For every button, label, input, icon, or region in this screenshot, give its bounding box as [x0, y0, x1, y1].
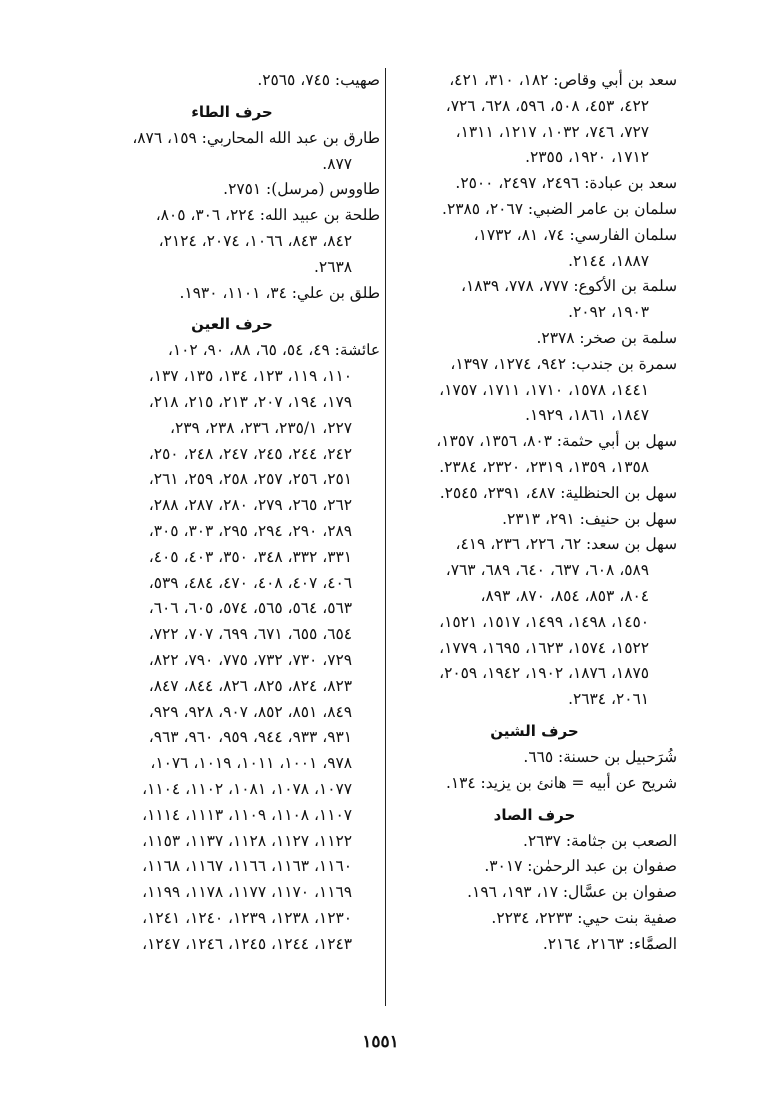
index-entry-continuation: ١٢٤٣، ١٢٤٤، ١٢٤٥، ١٢٤٦، ١٢٤٧، [142, 934, 352, 953]
index-entry-continuation: ١١٠٧، ١١٠٨، ١١٠٩، ١١١٣، ١١١٤، [142, 805, 352, 824]
index-entry-continuation: ١٩٠٣، ٢٠٩٢. [568, 303, 649, 322]
index-entry: طلحة بن عبيد الله: ٢٢٤، ٣٠٦، ٨٠٥، [155, 206, 380, 225]
index-entry-continuation: ٢٦٣٨. [314, 257, 352, 276]
index-entry: سهل بن أبي حثمة: ٨٠٣، ١٣٥٦، ١٣٥٧، [436, 432, 677, 451]
index-entry-continuation: ٥٨٩، ٦٠٨، ٦٣٧، ٦٤٠، ٦٨٩، ٧٦٣، [445, 561, 649, 580]
index-entry: طارق بن عبد الله المحاربي: ١٥٩، ٨٧٦، [132, 128, 380, 147]
index-entry-continuation: ٢٨٩، ٢٩٠، ٢٩٤، ٢٩٥، ٣٠٣، ٣٠٥، [148, 521, 352, 540]
section-heading: حرف الشين [490, 721, 579, 740]
index-entry-continuation: ١٥٢٢، ١٥٧٤، ١٦٢٣، ١٦٩٥، ١٧٧٩، [439, 638, 649, 657]
index-entry: صهيب: ٧٤٥، ٢٥٦٥. [257, 71, 380, 89]
index-entry-continuation: ١٨٨٧، ٢١٤٤. [568, 251, 649, 270]
index-entry-continuation: ٨٧٧. [322, 154, 352, 173]
index-entry-continuation: ٢٠٦١، ٢٦٣٤. [568, 690, 649, 709]
index-entry-continuation: ١٤٤١، ١٥٧٨، ١٧١٠، ١٧١١، ١٧٥٧، [439, 380, 649, 399]
index-entry-continuation: ٢٥١، ٢٥٦، ٢٥٧، ٢٥٨، ٢٥٩، ٢٦١، [148, 470, 352, 489]
index-entry-continuation: ٧٢٧، ٧٤٦، ١٠٣٢، ١٢١٧، ١٣١١، [455, 122, 649, 141]
index-entry-continuation: ١٨٧٥، ١٨٧٦، ١٩٠٢، ١٩٤٢، ٢٠٥٩، [439, 664, 649, 683]
index-entry: شُرَحبيل بن حسنة: ٦٦٥. [523, 747, 677, 766]
index-entry: سلمة بن الأكوع: ٧٧٧، ٧٧٨، ١٨٣٩، [461, 277, 677, 296]
index-entry-continuation: ٤٠٦، ٤٠٧، ٤٠٨، ٤٧٠، ٤٨٤، ٥٣٩، [148, 573, 352, 592]
index-entry-continuation: ٣٣١، ٣٣٢، ٣٤٨، ٣٥٠، ٤٠٣، ٤٠٥، [148, 547, 352, 566]
index-entry: سعد بن أبي وقاص: ١٨٢، ٣١٠، ٤٢١، [449, 71, 677, 89]
index-entry: صفوان بن عسَّال: ١٧، ١٩٣، ١٩٦. [467, 883, 677, 902]
index-entry-continuation: ٩٧٨، ١٠٠١، ١٠١١، ١٠١٩، ١٠٧٦، [150, 754, 352, 773]
index-entry-continuation: ١١٠، ١١٩، ١٢٣، ١٣٤، ١٣٥، ١٣٧، [148, 367, 352, 386]
index-entry-continuation: ٧٢٩، ٧٣٠، ٧٣٢، ٧٧٥، ٧٩٠، ٨٢٢، [148, 650, 352, 669]
index-entry-continuation: ٢٤٢، ٢٤٤، ٢٤٥، ٢٤٧، ٢٤٨، ٢٥٠، [148, 444, 352, 463]
index-entry-continuation: ٥٦٣، ٥٦٤، ٥٦٥، ٥٧٤، ٦٠٥، ٦٠٦، [148, 599, 352, 618]
index-entry: الصعب بن جثامة: ٢٦٣٧. [522, 831, 677, 850]
index-entry-continuation: ١١٦٠، ١١٦٣، ١١٦٦، ١١٦٧، ١١٦٨، [142, 857, 352, 876]
index-entry-continuation: ١١٢٢، ١١٢٧، ١١٢٨، ١١٣٧، ١١٥٣، [142, 831, 352, 850]
index-entry: سهل بن حنيف: ٢٩١، ٢٣١٣. [502, 509, 677, 528]
index-entry-continuation: ٢٢٧، ٢٣٥/١، ٢٣٦، ٢٣٨، ٢٣٩، [170, 418, 352, 437]
index-entry: سلمان الفارسي: ٧٤، ٨١، ١٧٣٢، [473, 225, 677, 244]
index-entry: الصمَّاء: ٢١٦٣، ٢١٦٤. [542, 934, 677, 953]
index-entry: طاووس (مرسل): ٢٧٥١. [223, 180, 380, 199]
index-entry-continuation: ١٤٥٠، ١٤٩٨، ١٤٩٩، ١٥١٧، ١٥٢١، [439, 612, 649, 631]
index-entry: سعد بن عبادة: ٢٤٩٦، ٢٤٩٧، ٢٥٠٠. [455, 174, 677, 193]
index-entry: صفية بنت حيي: ٢٢٣٣، ٢٢٣٤. [491, 908, 677, 927]
index-entry: طلق بن علي: ٣٤، ١١٠١، ١٩٣٠. [179, 283, 380, 302]
left-column [84, 68, 380, 958]
index-entry: سهل بن سعد: ٦٢، ٢٢٦، ٢٣٦، ٤١٩، [455, 535, 677, 554]
index-entry: سمرة بن جندب: ٩٤٢، ١٢٧٤، ١٣٩٧، [450, 354, 677, 373]
index-entry-continuation: ٢٦٢، ٢٦٥، ٢٧٩، ٢٨٠، ٢٨٧، ٢٨٨، [148, 496, 352, 515]
index-entry: سلمان بن عامر الضبي: ٢٠٦٧، ٢٣٨٥. [442, 199, 677, 218]
index-entry-continuation: ٨٤٢، ٨٤٣، ١٠٦٦، ٢٠٧٤، ٢١٢٤، [158, 231, 352, 250]
index-entry-continuation: ٤٢٢، ٤٥٣، ٥٠٨، ٥٩٦، ٦٢٨، ٧٢٦، [445, 96, 649, 115]
index-entry: عائشة: ٤٩، ٥٤، ٦٥، ٨٨، ٩٠، ١٠٢، [167, 341, 380, 360]
index-entry-continuation: ١٠٧٧، ١٠٧٨، ١٠٨١، ١١٠٢، ١١٠٤، [142, 779, 352, 798]
index-entry-continuation: ١٧١٢، ١٩٢٠، ٢٣٥٥. [525, 148, 649, 167]
index-entry-continuation: ٨٠٤، ٨٥٣، ٨٥٤، ٨٧٠، ٨٩٣، [480, 586, 649, 605]
index-entry-continuation: ٩٣١، ٩٣٣، ٩٤٤، ٩٥٩، ٩٦٠، ٩٦٣، [148, 728, 352, 747]
index-entry: سلمة بن صخر: ٢٣٧٨. [536, 328, 677, 347]
index-entry-continuation: ١٣٥٨، ١٣٥٩، ٢٣١٩، ٢٣٢٠، ٢٣٨٤. [439, 457, 649, 476]
index-entry-continuation: ١٢٣٠، ١٢٣٨، ١٢٣٩، ١٢٤٠، ١٢٤١، [142, 908, 352, 927]
index-entry-continuation: ١٧٩، ١٩٤، ٢٠٧، ٢١٣، ٢١٥، ٢١٨، [148, 392, 352, 411]
index-entry-continuation: ٨٤٩، ٨٥١، ٨٥٢، ٩٠٧، ٩٢٨، ٩٢٩، [148, 702, 352, 721]
section-heading: حرف الصاد [493, 805, 576, 824]
section-heading: حرف الطاء [191, 102, 273, 121]
index-entry: صفوان بن عبد الرحمٰن: ٣٠١٧. [484, 857, 677, 876]
index-entry: سهل بن الحنظلية: ٤٨٧، ٢٣٩١، ٢٥٤٥. [439, 483, 677, 502]
index-entry-continuation: ٨٢٣، ٨٢٤، ٨٢٥، ٨٢٦، ٨٤٤، ٨٤٧، [148, 676, 352, 695]
index-entry-continuation: ١١٦٩، ١١٧٠، ١١٧٧، ١١٧٨، ١١٩٩، [142, 883, 352, 902]
right-column [392, 68, 677, 958]
index-entry-continuation: ١٨٤٧، ١٨٦١، ١٩٢٩. [525, 406, 649, 425]
column-divider [385, 68, 386, 1006]
section-heading: حرف العين [191, 315, 273, 334]
index-entry: شريح عن أبيه = هانئ بن يزيد: ١٣٤. [445, 773, 677, 792]
index-entry-continuation: ٦٥٤، ٦٥٥، ٦٧١، ٦٩٩، ٧٠٧، ٧٢٢، [148, 625, 352, 644]
page-number: ١٥٥١ [362, 1032, 399, 1052]
